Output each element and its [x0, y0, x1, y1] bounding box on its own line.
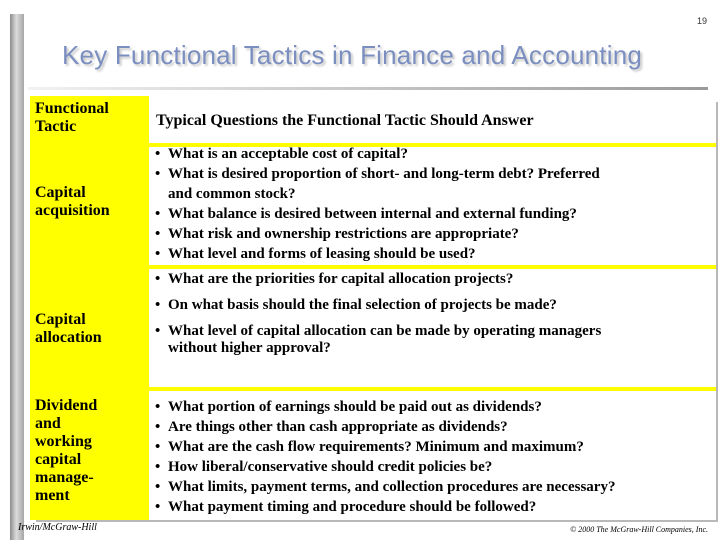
- list-item: • What are the priorities for capital allocation projects?: [155, 266, 601, 292]
- list-item: [155, 338, 601, 358]
- list-item: • What balance is desired between internal and external funding?: [155, 204, 600, 224]
- list-item-continuation: without higher approval?: [168, 340, 331, 356]
- list-item: • What is desired proportion of short- and long-term debt? Preferred: [155, 164, 600, 184]
- row-questions-cell: [149, 147, 716, 265]
- questions-list: [155, 266, 601, 358]
- title-divider: [28, 87, 708, 90]
- tactic-dividend-working-capital: [35, 397, 135, 505]
- list-item: • How liberal/conservative should credit policies be?: [155, 457, 615, 477]
- header-right-cell: [149, 96, 716, 143]
- tactic-line: manage-: [35, 469, 94, 486]
- header-left-cell: [30, 96, 145, 143]
- tactic-capital-acquisition: Capital acquisition: [35, 184, 110, 219]
- list-item-continuation: and common stock?: [168, 186, 296, 202]
- list-item: • What risk and ownership restrictions are appropriate?: [155, 224, 600, 244]
- list-item: • What portion of earnings should be paid out as dividends?: [155, 397, 615, 417]
- header-questions-label: Typical Questions the Functional Tactic Should Answer: [156, 112, 534, 129]
- row-questions-cell: [149, 269, 716, 387]
- tactic-line: ment: [35, 487, 70, 504]
- slide-title: Key Functional Tactics in Finance and Accounting: [62, 40, 643, 70]
- decorative-left-bar: [10, 14, 24, 540]
- questions-list: [155, 144, 600, 264]
- row-questions-cell: [149, 391, 716, 520]
- tactic-line: Dividend: [35, 397, 98, 414]
- list-item: • What level of capital allocation can be made by operating managers: [155, 318, 601, 344]
- copyright-footer: © 2000 The McGraw-Hill Companies, Inc.: [570, 525, 708, 534]
- row-tactic-cell: [30, 269, 145, 387]
- questions-list: [155, 397, 615, 517]
- list-item: • What are the cash flow requirements? Minimum and maximum?: [155, 437, 615, 457]
- tactics-table: [30, 96, 716, 520]
- list-item: • What is an acceptable cost of capital?: [155, 144, 600, 164]
- tactic-capital-allocation: Capital allocation: [35, 311, 102, 346]
- list-item: • Are things other than cash appropriate as dividends?: [155, 417, 615, 437]
- tactic-line: and: [35, 415, 61, 432]
- header-tactic-label: Functional Tactic: [35, 100, 109, 135]
- list-item: • What limits, payment terms, and collection procedures are necessary?: [155, 477, 615, 497]
- page-number: 19: [696, 16, 707, 26]
- publisher-footer: Irwin/McGraw-Hill: [18, 522, 97, 533]
- list-item: [155, 184, 600, 204]
- list-item: • What payment timing and procedure should be followed?: [155, 497, 615, 517]
- list-item: • What level and forms of leasing should be used?: [155, 244, 600, 264]
- row-tactic-cell: [30, 147, 145, 265]
- tactic-line: capital: [35, 451, 82, 468]
- row-tactic-cell: [30, 391, 145, 520]
- tactic-line: working: [35, 433, 92, 450]
- list-item: • On what basis should the final selection of projects be made?: [155, 292, 601, 318]
